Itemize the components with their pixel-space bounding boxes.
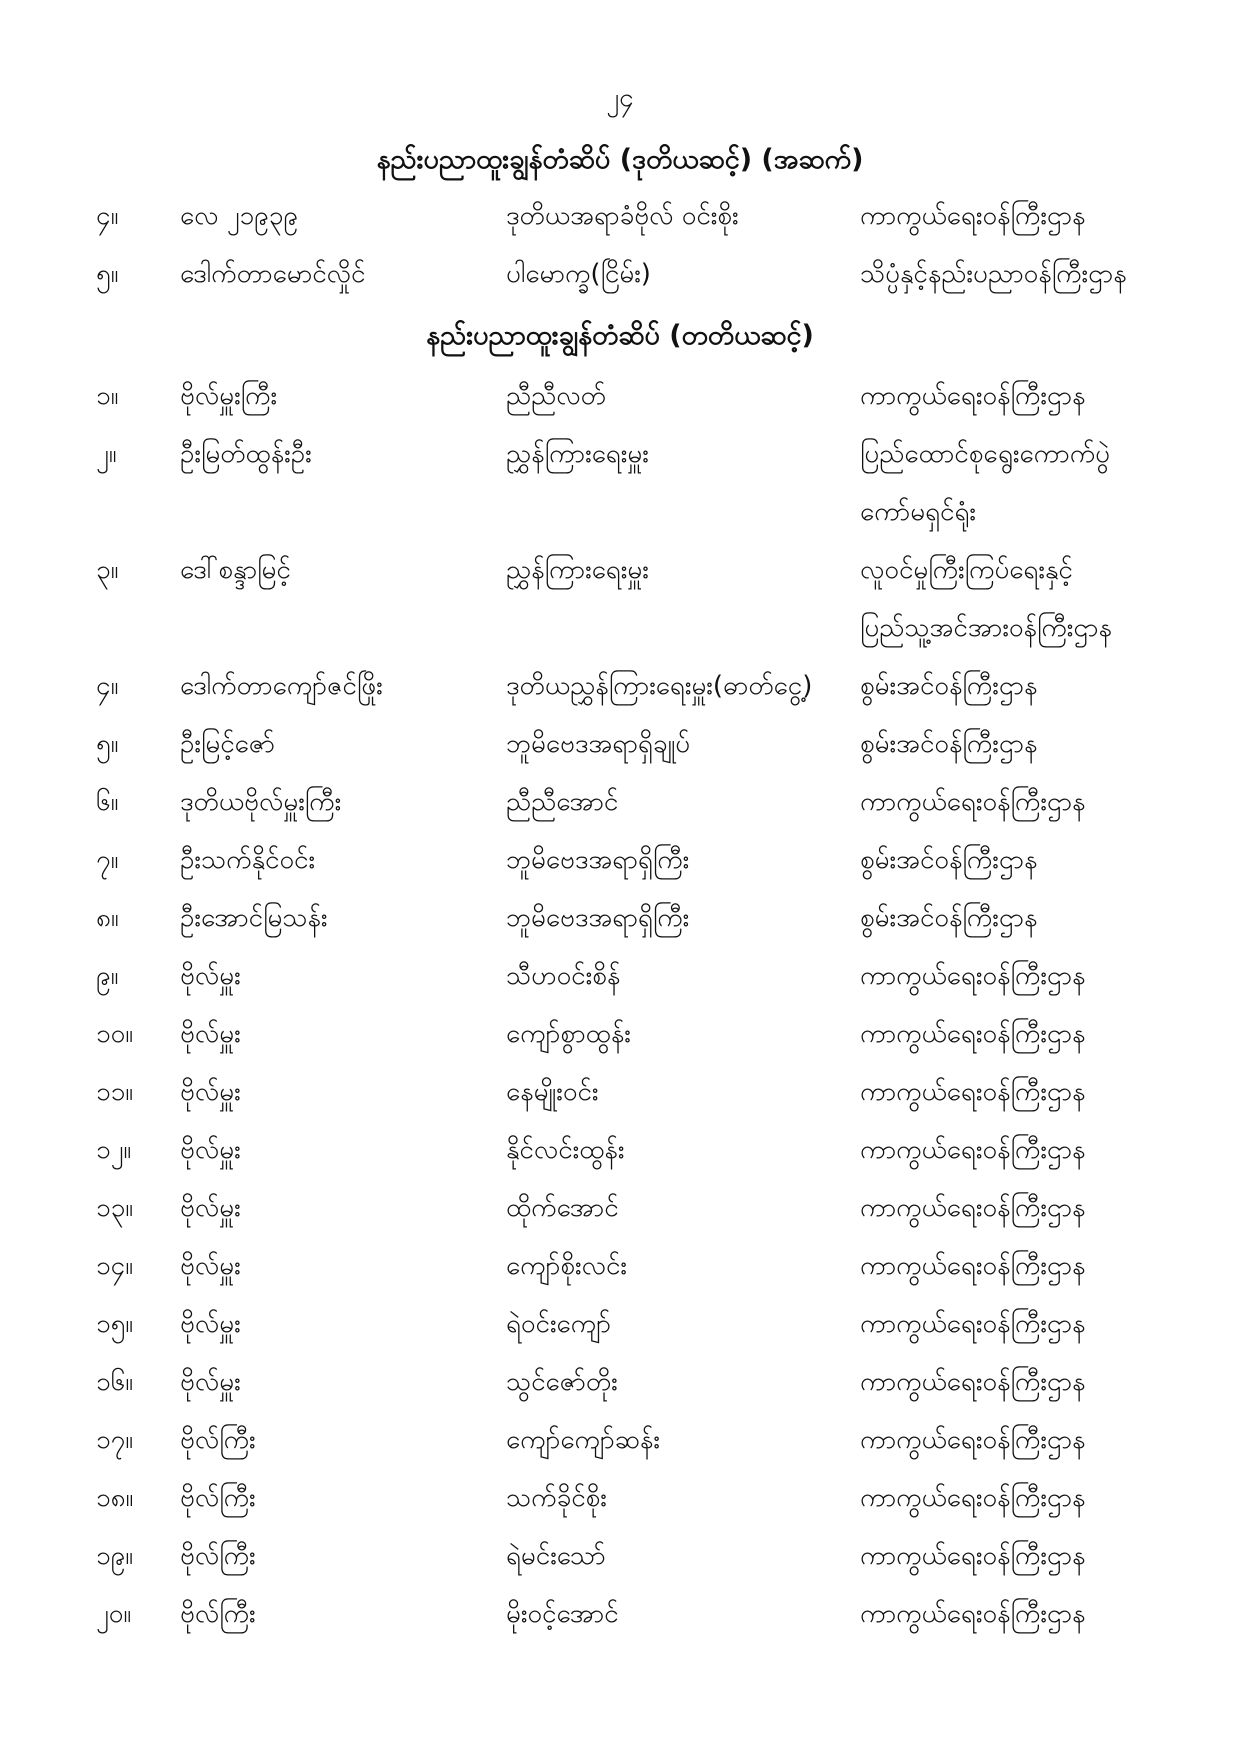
item-rank: ဗိုလ်မှူး (180, 1251, 241, 1281)
item-rank: လေ ၂၁၉၃၉ (180, 201, 299, 231)
item-organization: ကာကွယ်ရေးဝန်ကြီးဌာန (860, 1193, 1086, 1223)
item-name: ရဲမင်းသော် (506, 1541, 606, 1571)
item-name: နေမျိုးဝင်း (506, 1077, 599, 1107)
item-name: ဒုတိယညွှန်ကြားရေးမှူး(ဓာတ်ငွေ့) (506, 671, 813, 701)
item-number: ၁၇။ (96, 1425, 134, 1455)
item-rank: ဦးမြတ်ထွန်းဦး (180, 439, 312, 469)
list-item (0, 254, 1240, 294)
item-number: ၆။ (96, 787, 119, 817)
list-item (0, 1130, 1240, 1170)
item-number: ၁၄။ (96, 1251, 134, 1281)
item-rank: ဒေါက်တာကျော်ဇင်ဖြိုး (180, 671, 383, 701)
item-name: ဘူမိဗေဒအရာရှိချုပ် (506, 729, 691, 759)
list-item (0, 782, 1240, 822)
list-item (0, 196, 1240, 236)
item-organization: စွမ်းအင်ဝန်ကြီးဌာန (860, 729, 1038, 759)
section-title-second-class-continued: နည်းပညာထူးချွန်တံဆိပ် (ဒုတိယဆင့်) (အဆက်) (376, 144, 864, 175)
item-rank: ဗိုလ်မှူးကြီး (180, 381, 278, 411)
item-number: ၁၉။ (96, 1541, 134, 1571)
list-item (0, 376, 1240, 416)
item-name: ကျော်စိုးလင်း (506, 1251, 627, 1281)
list-item (0, 840, 1240, 880)
item-number: ၉။ (96, 961, 119, 991)
item-organization: စွမ်းအင်ဝန်ကြီးဌာန (860, 845, 1038, 875)
item-organization: ကာကွယ်ရေးဝန်ကြီးဌာန (860, 1425, 1086, 1455)
item-rank: ဗိုလ်မှူး (180, 1135, 241, 1165)
list-item (0, 1246, 1240, 1286)
item-name: ရဲဝင်းကျော် (506, 1309, 611, 1339)
item-rank: ဗိုလ်မှူး (180, 1019, 241, 1049)
item-name: ညီညီအောင် (506, 787, 619, 817)
item-rank: ဒုတိယဗိုလ်မှူးကြီး (180, 787, 342, 817)
list-item (0, 550, 1240, 590)
item-number: ၂။ (96, 439, 117, 469)
list-item (0, 724, 1240, 764)
item-name: မိုးဝင့်အောင် (506, 1599, 619, 1629)
item-organization: ကာကွယ်ရေးဝန်ကြီးဌာန (860, 201, 1086, 231)
list-item (0, 1362, 1240, 1402)
item-rank: ဒေါက်တာမောင်လှိုင် (180, 259, 366, 289)
item-name: သွင်ဇော်တိုး (506, 1367, 618, 1397)
item-number: ၄။ (96, 671, 119, 701)
item-number: ၁။ (96, 381, 119, 411)
item-number: ၃။ (96, 555, 119, 585)
item-name: ညီညီလတ် (506, 381, 606, 411)
item-name: နိုင်လင်းထွန်း (506, 1135, 625, 1165)
item-name: ထိုက်အောင် (506, 1193, 619, 1223)
item-rank: ဗိုလ်မှူး (180, 1077, 241, 1107)
item-number: ၁၅။ (96, 1309, 134, 1339)
item-organization: ကာကွယ်ရေးဝန်ကြီးဌာန (860, 1077, 1086, 1107)
item-organization: သိပ္ပံနှင့်နည်းပညာဝန်ကြီးဌာန (860, 259, 1127, 289)
item-rank: ဗိုလ်မှူး (180, 1193, 241, 1223)
item-rank: ဗိုလ်ကြီး (180, 1599, 256, 1629)
item-name: ညွှန်ကြားရေးမှူး (506, 555, 649, 585)
item-name: ပါမောက္ခ(ငြိမ်း) (506, 259, 651, 289)
item-organization: ကာကွယ်ရေးဝန်ကြီးဌာန (860, 1541, 1086, 1571)
item-organization: စွမ်းအင်ဝန်ကြီးဌာန (860, 671, 1038, 701)
item-organization: ကာကွယ်ရေးဝန်ကြီးဌာန (860, 1019, 1086, 1049)
item-number: ၁၆။ (96, 1367, 134, 1397)
list-item (0, 1014, 1240, 1054)
list-item (0, 956, 1240, 996)
item-organization: ကာကွယ်ရေးဝန်ကြီးဌာန (860, 1309, 1086, 1339)
item-number: ၂၀။ (96, 1599, 132, 1629)
item-rank: ဗိုလ်မှူး (180, 1367, 241, 1397)
item-organization: ကာကွယ်ရေးဝန်ကြီးဌာန (860, 787, 1086, 817)
list-item (0, 1420, 1240, 1460)
item-name: သက်ခိုင်စိုး (506, 1483, 607, 1513)
item-name: ဒုတိယအရာခံဗိုလ် ဝင်းစိုး (506, 201, 739, 231)
list-item (0, 1594, 1240, 1634)
item-name: ကျော်ကျော်ဆန်း (506, 1425, 660, 1455)
item-name: သီဟဝင်းစိန် (506, 961, 621, 991)
item-organization: ကာကွယ်ရေးဝန်ကြီးဌာန (860, 1251, 1086, 1281)
item-organization: ကာကွယ်ရေးဝန်ကြီးဌာန (860, 1367, 1086, 1397)
item-number: ၈။ (96, 903, 119, 933)
item-organization: ကာကွယ်ရေးဝန်ကြီးဌာန (860, 961, 1086, 991)
item-organization: ပြည်ထောင်စုရွေးကောက်ပွဲ (860, 439, 1110, 469)
item-name: ကျော်စွာထွန်း (506, 1019, 631, 1049)
item-organization: စွမ်းအင်ဝန်ကြီးဌာန (860, 903, 1038, 933)
item-number: ၁၁။ (96, 1077, 134, 1107)
section-title-third-class: နည်းပညာထူးချွန်တံဆိပ် (တတိယဆင့်) (426, 320, 814, 351)
item-number: ၁၂။ (96, 1135, 132, 1165)
item-number: ၁၃။ (96, 1193, 134, 1223)
list-item (0, 1304, 1240, 1344)
item-rank: ဦးမြင့်ဇော် (180, 729, 275, 759)
item-number: ၅။ (96, 729, 119, 759)
item-rank: ဗိုလ်ကြီး (180, 1541, 256, 1571)
item-organization-continued: ကော်မရှင်ရုံး (860, 497, 976, 527)
page-number: ၂၄ (606, 83, 634, 113)
list-item (0, 666, 1240, 706)
item-rank: ဦးအောင်မြသန်း (180, 903, 328, 933)
item-rank: ဒေါ်စန္ဒာမြင့် (180, 555, 291, 585)
item-name: ညွှန်ကြားရေးမှူး (506, 439, 649, 469)
list-item (0, 1478, 1240, 1518)
item-organization-continued: ပြည်သူ့အင်အားဝန်ကြီးဌာန (860, 613, 1112, 643)
item-name: ဘူမိဗေဒအရာရှိကြီး (506, 903, 690, 933)
item-rank: ဗိုလ်မှူး (180, 1309, 241, 1339)
list-item (0, 434, 1240, 474)
item-name: ဘူမိဗေဒအရာရှိကြီး (506, 845, 690, 875)
item-organization: လူဝင်မှုကြီးကြပ်ရေးနှင့် (860, 555, 1073, 585)
list-item (0, 1072, 1240, 1112)
item-rank: ဗိုလ်ကြီး (180, 1425, 256, 1455)
item-number: ၇။ (96, 845, 119, 875)
list-item (0, 1536, 1240, 1576)
item-organization: ကာကွယ်ရေးဝန်ကြီးဌာန (860, 1599, 1086, 1629)
item-rank: ဗိုလ်ကြီး (180, 1483, 256, 1513)
list-item (0, 898, 1240, 938)
item-organization: ကာကွယ်ရေးဝန်ကြီးဌာန (860, 381, 1086, 411)
item-number: ၁၈။ (96, 1483, 134, 1513)
item-rank: ဦးသက်နိုင်ဝင်း (180, 845, 316, 875)
item-number: ၁၀။ (96, 1019, 134, 1049)
item-organization: ကာကွယ်ရေးဝန်ကြီးဌာန (860, 1135, 1086, 1165)
item-number: ၅။ (96, 259, 119, 289)
item-organization: ကာကွယ်ရေးဝန်ကြီးဌာန (860, 1483, 1086, 1513)
list-item (0, 1188, 1240, 1228)
item-rank: ဗိုလ်မှူး (180, 961, 241, 991)
item-number: ၄။ (96, 201, 119, 231)
